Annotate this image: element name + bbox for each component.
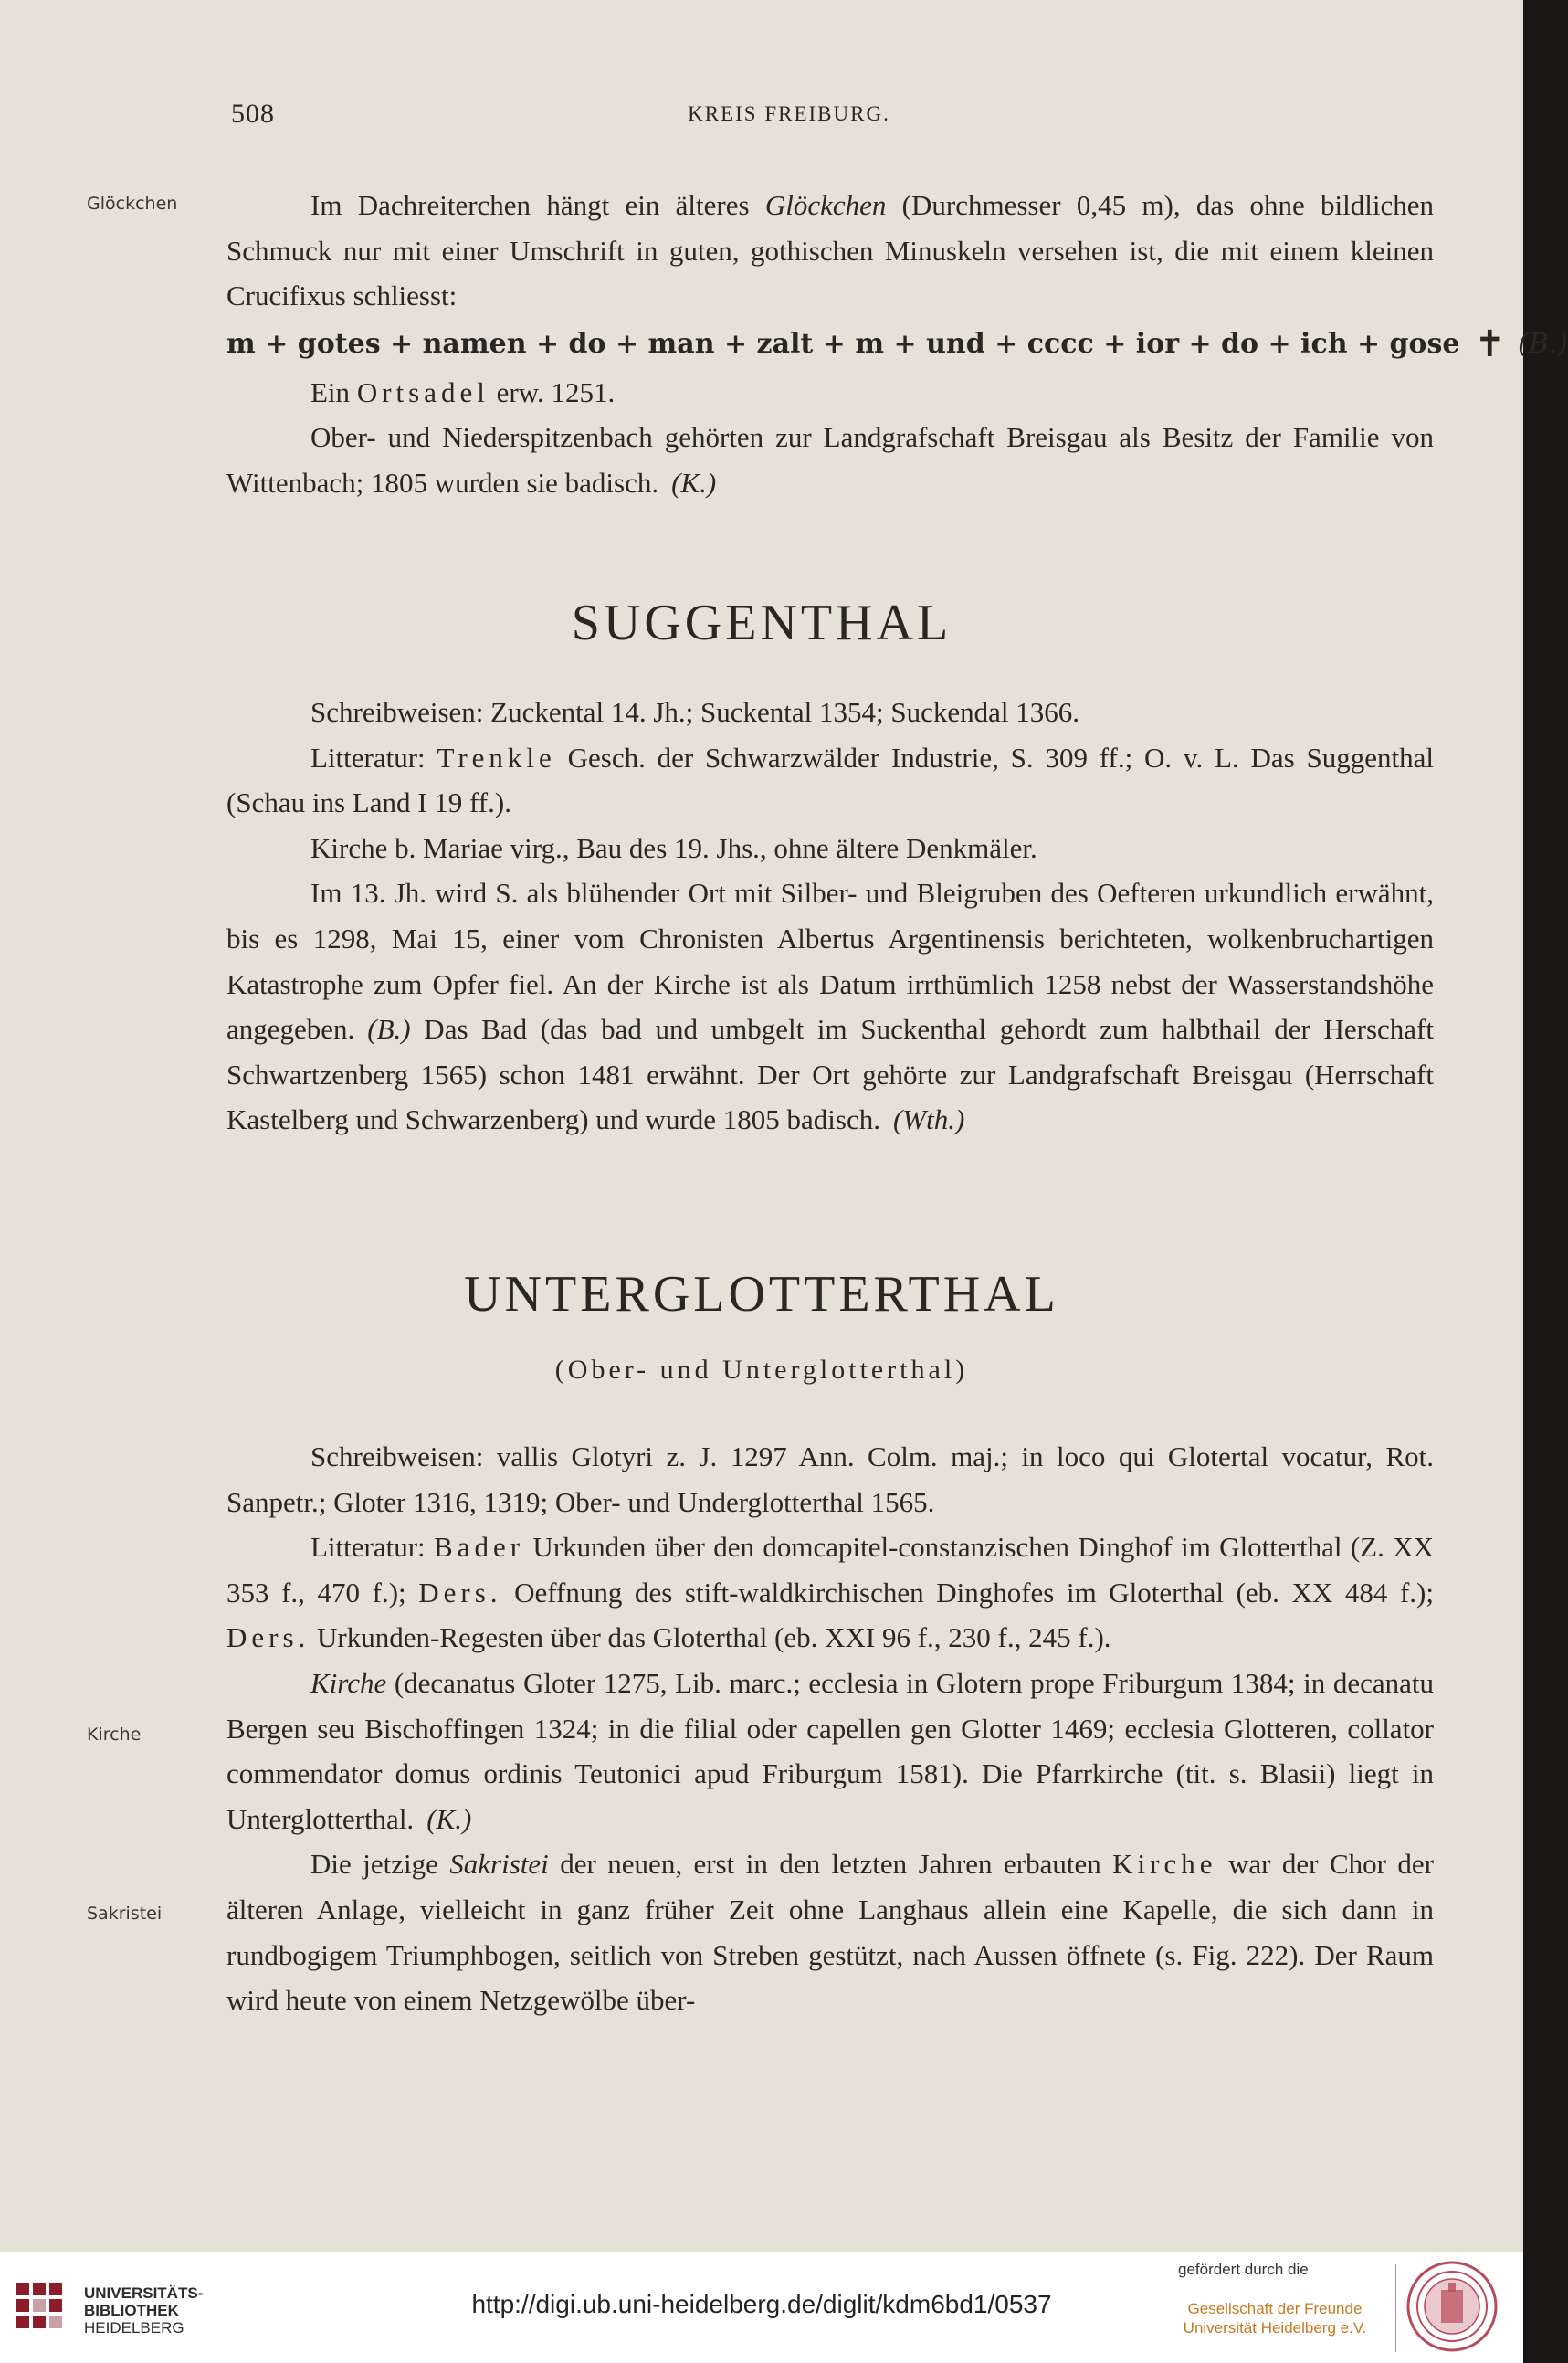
page-header <box>0 99 1523 135</box>
inscription-text: m + gotes + namen + do + man + zalt + m + und + cccc + ior + do + ich + gose <box>226 327 1460 360</box>
author-siglum: (K.) <box>671 466 717 499</box>
text: erw. 1251. <box>489 375 616 408</box>
paragraph <box>226 1524 1434 1661</box>
author-siglum: (B.) <box>1518 327 1568 360</box>
paragraph <box>226 415 1434 505</box>
text: Ein <box>310 375 357 408</box>
text: Die jetzige <box>310 1848 450 1881</box>
author-name: Trenkle <box>437 741 556 774</box>
crucifix-icon: ✝ <box>1474 322 1506 365</box>
text: Urkunden-Regesten über das Gloterthal (eb. XXI 96 f., 230 f., 245 f.). <box>310 1621 1111 1654</box>
paragraph <box>226 870 1434 1143</box>
text: der neuen, erst in den letzten Jahren erbauten <box>548 1848 1113 1881</box>
library-line: UNIVERSITÄTS- <box>84 2284 204 2302</box>
permalink-url[interactable]: http://digi.ub.uni-heidelberg.de/diglit/kdm6bd1/0537 <box>471 2290 1052 2318</box>
emphasis: Kirche <box>310 1666 387 1699</box>
text: war der Chor der älteren Anlage, vielleicht in ganz früher Zeit ohne Langhaus allein eine Kapelle, die sich dann in rundbogigem Triumphbogen, seitlich von Streben gestützt, nach Aussen öffnete (s. Fig. 222). Der Raum wird heute von einem Netzgewölbe über- <box>226 1848 1434 2017</box>
section-gloeckchen <box>226 183 1568 506</box>
text: (decanatus Gloter 1275, Lib. marc.; ecclesia in Glotern prope Friburgum 1384; in decanatu Bergen seu Bischoffingen 1324; in die filial oder capellen gen Glotter 1469; ecclesia Glotteren, collator commendator domus ordinis Teutonici apud Friburgum 1581). Die Pfarrkirche (tit. s. Blasii) liegt in Unterglotterthal. <box>226 1666 1434 1835</box>
margin-note-sakristei: Sakristei <box>87 1904 163 1924</box>
paragraph <box>226 1661 1434 1841</box>
text: Gesch. der Schwarzwälder Industrie, S. 309 ff.; O. v. L. Das Suggenthal (Schau ins Land I 19 ff.). <box>226 741 1435 819</box>
heading-suggenthal: SUGGENTHAL <box>571 595 952 651</box>
viewer-footer <box>0 2252 1523 2363</box>
library-line: BIBLIOTHEK <box>84 2302 179 2319</box>
text: (Durchmesser 0,45 m), das ohne bildlichen Schmuck nur mit einer Umschrift in guten, gothischen Minuskeln versehen ist, die mit einem kleinen Crucifixus schliesst: <box>226 189 1434 312</box>
sponsor-label: gefördert durch die <box>1178 2261 1309 2278</box>
section-unterglotterthal <box>226 1434 1434 2023</box>
library-line: HEIDELBERG <box>84 2319 184 2337</box>
sponsor-line: Universität Heidelberg e.V. <box>1183 2319 1367 2337</box>
university-seal-icon <box>1405 2259 1500 2354</box>
spaced-text: Kirche <box>1112 1848 1217 1881</box>
author-siglum: (K.) <box>426 1802 472 1835</box>
section-suggenthal <box>226 690 1434 1143</box>
paragraph: Kirche b. Mariae virg., Bau des 19. Jhs., ohne ältere Denkmäler. <box>310 831 1037 864</box>
author-siglum: (B.) <box>367 1013 411 1046</box>
spaced-text: Ortsadel <box>356 375 489 408</box>
text: Litteratur: <box>310 1531 435 1564</box>
author-siglum: (Wth.) <box>892 1103 965 1136</box>
running-title: KREIS FREIBURG. <box>688 102 890 125</box>
paragraph <box>226 1841 1434 2022</box>
author-name: Ders. <box>418 1576 502 1609</box>
paragraph <box>226 735 1434 826</box>
text: Ober- und Niederspitzenbach gehörten zur Landgrafschaft Breisgau als Besitz der Familie von Wittenbach; 1805 wurden sie badisch. <box>226 421 1434 499</box>
text: Im 13. Jh. wird S. als blühender Ort mit Silber- und Bleigruben des Oefteren urkundlich erwähnt, bis es 1298, Mai 15, einer vom Chronisten Albertus Argentinensis berichteten, wolkenbruchartigen Katastrophe zum Opfer fiel. An der Kirche ist als Datum irrthümlich 1258 nebst der Wasserstandshöhe angegeben. <box>226 877 1434 1046</box>
sponsor-line: Gesellschaft der Freunde <box>1187 2300 1363 2317</box>
heading-unterglotterthal: UNTERGLOTTERTHAL <box>464 1266 1059 1323</box>
margin-note-gloeckchen: Glöckchen <box>87 194 178 214</box>
text: Urkunden über den domcapitel-constanzischen Dinghof im Glotterthal (Z. XX 353 f., 470 f.); <box>226 1531 1434 1609</box>
margin-note-kirche: Kirche <box>87 1725 142 1745</box>
emphasis: Glöckchen <box>764 189 887 221</box>
text: Das Bad (das bad und umbgelt im Suckenthal gehordt zum halbthail der Herschaft Schwartzenberg 1565) schon 1481 erwähnt. Der Ort gehörte zur Landgrafschaft Breisgau (Herrschaft Kastelberg und Schwarzenberg) und wurde 1805 badisch. <box>226 1013 1434 1136</box>
divider <box>1395 2264 1396 2352</box>
paragraph <box>226 183 1434 319</box>
paragraph: Schreibweisen: Zuckental 14. Jh.; Suckental 1354; Suckendal 1366. <box>310 696 1079 728</box>
author-name: Ders. <box>226 1621 310 1654</box>
paragraph <box>226 370 1434 416</box>
author-name: Bader <box>434 1531 525 1564</box>
page-number: 508 <box>231 99 275 129</box>
emphasis: Sakristei <box>449 1848 549 1881</box>
text: Oeffnung des stift-waldkirchischen Dinghofes im Gloterthal (eb. XX 484 f.); <box>501 1576 1434 1609</box>
inscription <box>226 319 1568 370</box>
paragraph: Schreibweisen: vallis Glotyri z. J. 1297 Ann. Colm. maj.; in loco qui Glotertal vocatur, Rot. Sanpetr.; Gloter 1316, 1319; Ober- und Underglotterthal 1565. <box>226 1440 1434 1518</box>
text: Litteratur: <box>310 741 437 774</box>
subheading-unterglotterthal: (Ober- und Unterglotterthal) <box>554 1355 969 1385</box>
text: Im Dachreiterchen hängt ein älteres <box>310 189 765 221</box>
sponsor-name[interactable] <box>1171 2299 1379 2337</box>
